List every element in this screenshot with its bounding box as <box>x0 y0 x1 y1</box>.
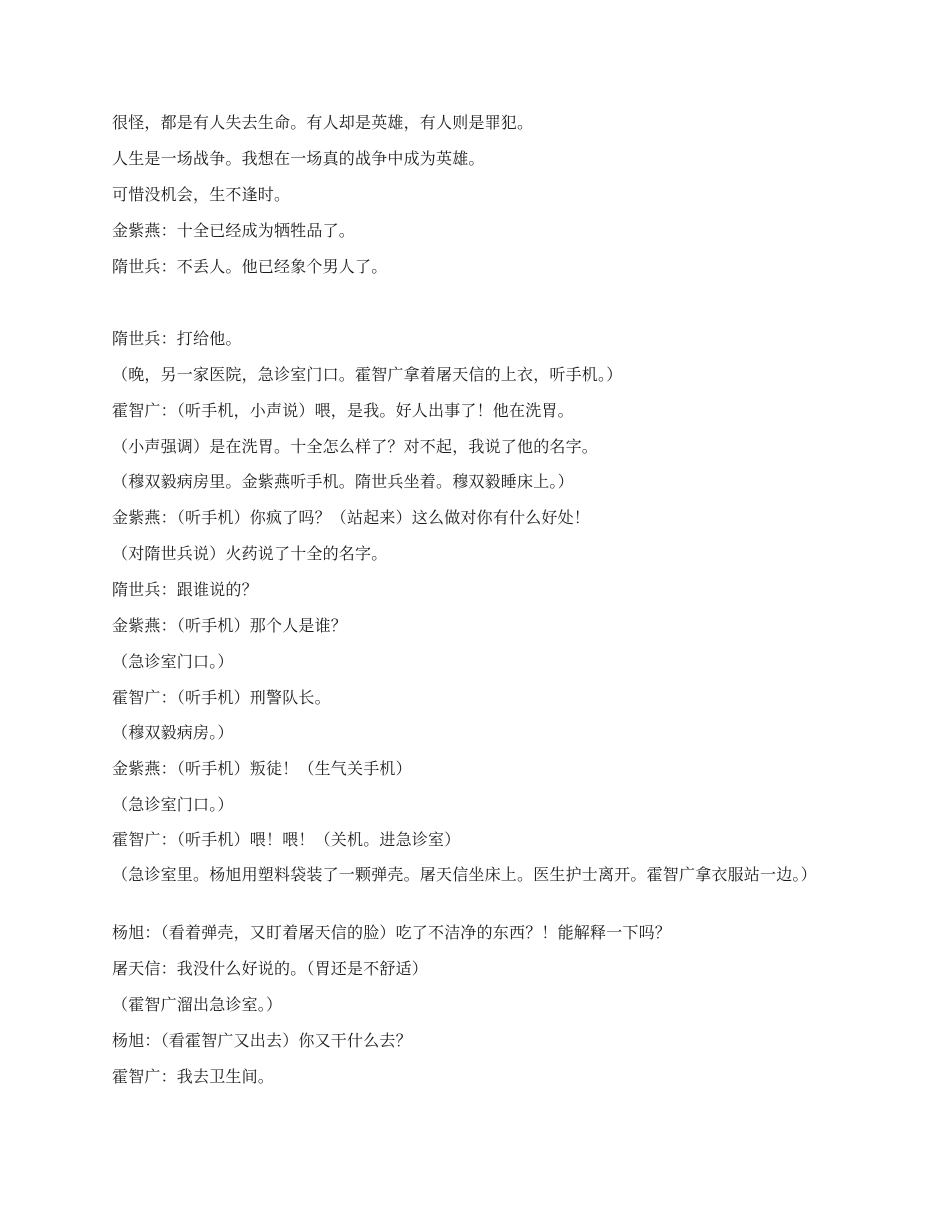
text-line: 可惜没机会，生不逢时。 <box>112 185 291 204</box>
dialogue-line: 霍智广：（听手机）刑警队长。 <box>112 688 331 707</box>
stage-direction: （晚，另一家医院，急诊室门口。霍智广拿着屠天信的上衣，听手机。） <box>112 365 623 384</box>
dialogue-line: 霍智广：我去卫生间。 <box>112 1067 275 1086</box>
dialogue-line: 杨旭：（看霍智广又出去）你又干什么去？ <box>112 1031 412 1050</box>
dialogue-line: 屠天信：我没什么好说的。（胃还是不舒适） <box>112 959 429 978</box>
text-line: （小声强调）是在洗胃。十全怎么样了？对不起，我说了他的名字。 <box>112 437 599 456</box>
stage-direction: （霍智广溜出急诊室。） <box>112 995 283 1014</box>
dialogue-line: 杨旭：（看着弹壳，又盯着屠天信的脸）吃了不洁净的东西？！能解释一下吗？ <box>112 923 672 942</box>
dialogue-line: 金紫燕：（听手机）那个人是谁？ <box>112 616 348 635</box>
stage-direction: （急诊室门口。） <box>112 795 234 814</box>
text-line: 人生是一场战争。我想在一场真的战争中成为英雄。 <box>112 149 485 168</box>
stage-direction: （急诊室里。杨旭用塑料袋装了一颗弹壳。屠天信坐床上。医生护士离开。霍智广拿衣服站一边。） <box>112 865 817 884</box>
dialogue-line: 隋世兵：打给他。 <box>112 329 242 348</box>
dialogue-line: 金紫燕：（听手机）你疯了吗？（站起来）这么做对你有什么好处！ <box>112 508 591 527</box>
dialogue-line: 隋世兵：跟谁说的？ <box>112 580 258 599</box>
dialogue-line: 霍智广：（听手机）喂！喂！（关机。进急诊室） <box>112 830 461 849</box>
dialogue-line: 金紫燕：十全已经成为牺牲品了。 <box>112 221 356 240</box>
dialogue-line: 霍智广：（听手机，小声说）喂，是我。好人出事了！他在洗胃。 <box>112 401 574 420</box>
stage-direction: （穆双毅病房里。金紫燕听手机。隋世兵坐着。穆双毅睡床上。） <box>112 472 574 491</box>
stage-direction: （急诊室门口。） <box>112 652 234 671</box>
text-line: （对隋世兵说）火药说了十全的名字。 <box>112 544 388 563</box>
dialogue-line: 金紫燕：（听手机）叛徒！（生气关手机） <box>112 759 412 778</box>
dialogue-line: 隋世兵：不丢人。他已经象个男人了。 <box>112 257 388 276</box>
stage-direction: （穆双毅病房。） <box>112 723 234 742</box>
text-line: 很怪，都是有人失去生命。有人却是英雄，有人则是罪犯。 <box>112 113 534 132</box>
